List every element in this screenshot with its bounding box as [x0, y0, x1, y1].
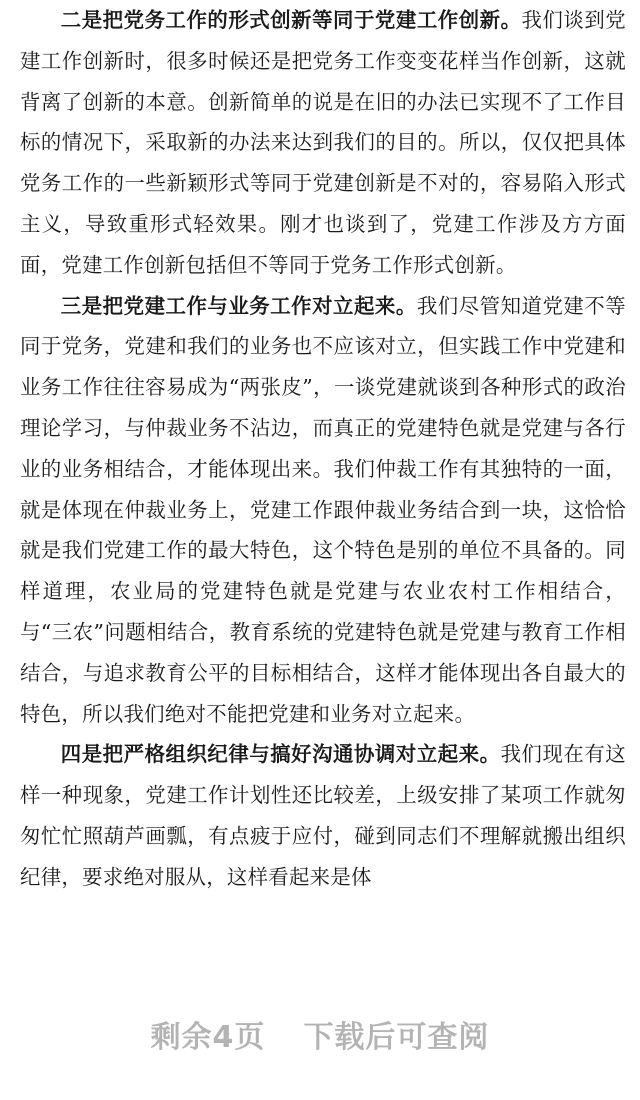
paragraph-3 — [20, 286, 626, 735]
paragraph-4-body: 我们现在有这样一种现象，党建工作计划性还比较差，上级安排了某项工作就匆匆忙忙照葫芦画瓢，有点疲于应付，碰到同志们不理解就搬出组织纪律，要求绝对服从，这样看起来是体 — [20, 742, 626, 889]
document-page — [20, 0, 626, 898]
paragraph-3-body: 我们尽管知道党建不等同于党务，党建和我们的业务也不应该对立，但实践工作中党建和业务工作往往容易成为“两张皮”，一谈党建就谈到各种形式的政治理论学习，与仲裁业务不沾边，而真正的党建特色就是党建与各行业的业务相结合，才能体现出来。我们仲裁工作有其独特的一面，就是体现在仲裁业务上，党建工作跟仲裁业务结合到一块，这恰恰就是我们党建工作的最大特色，这个特色是别的单位不具备的。同样道理，农业局的党建特色就是党建与农业农村工作相结合，与“三农”问题相结合，教育系统的党建特色就是党建与教育工作相结合，与追求教育公平的目标相结合，这样才能体现出各自最大的特色，所以我们绝对不能把党建和业务对立起来。 — [20, 293, 626, 726]
download-prompt[interactable] — [0, 1012, 640, 1056]
paragraph-4-lead: 四是把严格组织纪律与搞好沟通协调对立起来。 — [60, 742, 501, 767]
paragraph-4 — [20, 734, 626, 897]
paragraph-2 — [20, 0, 626, 286]
paragraph-2-body: 我们谈到党建工作创新时，很多时候还是把党务工作变变花样当作创新，这就背离了创新的本意。创新简单的说是在旧的办法已实现不了工作目标的情况下，采取新的办法来达到我们的目的。所以，仅仅把具体党务工作的一些新颖形式等同于党建创新是不对的，容易陷入形式主义，导致重形式轻效果。刚才也谈到了，党建工作涉及方方面面，党建工作创新包括但不等同于党务工作形式创新。 — [20, 8, 626, 277]
remaining-pages-label: 剩余4页 — [150, 1020, 266, 1055]
paragraph-3-lead: 三是把党建工作与业务工作对立起来。 — [60, 293, 417, 318]
download-hint-label: 下载后可查阅 — [303, 1020, 490, 1055]
paragraph-2-lead: 二是把党务工作的形式创新等同于党建工作创新。 — [60, 8, 522, 32]
